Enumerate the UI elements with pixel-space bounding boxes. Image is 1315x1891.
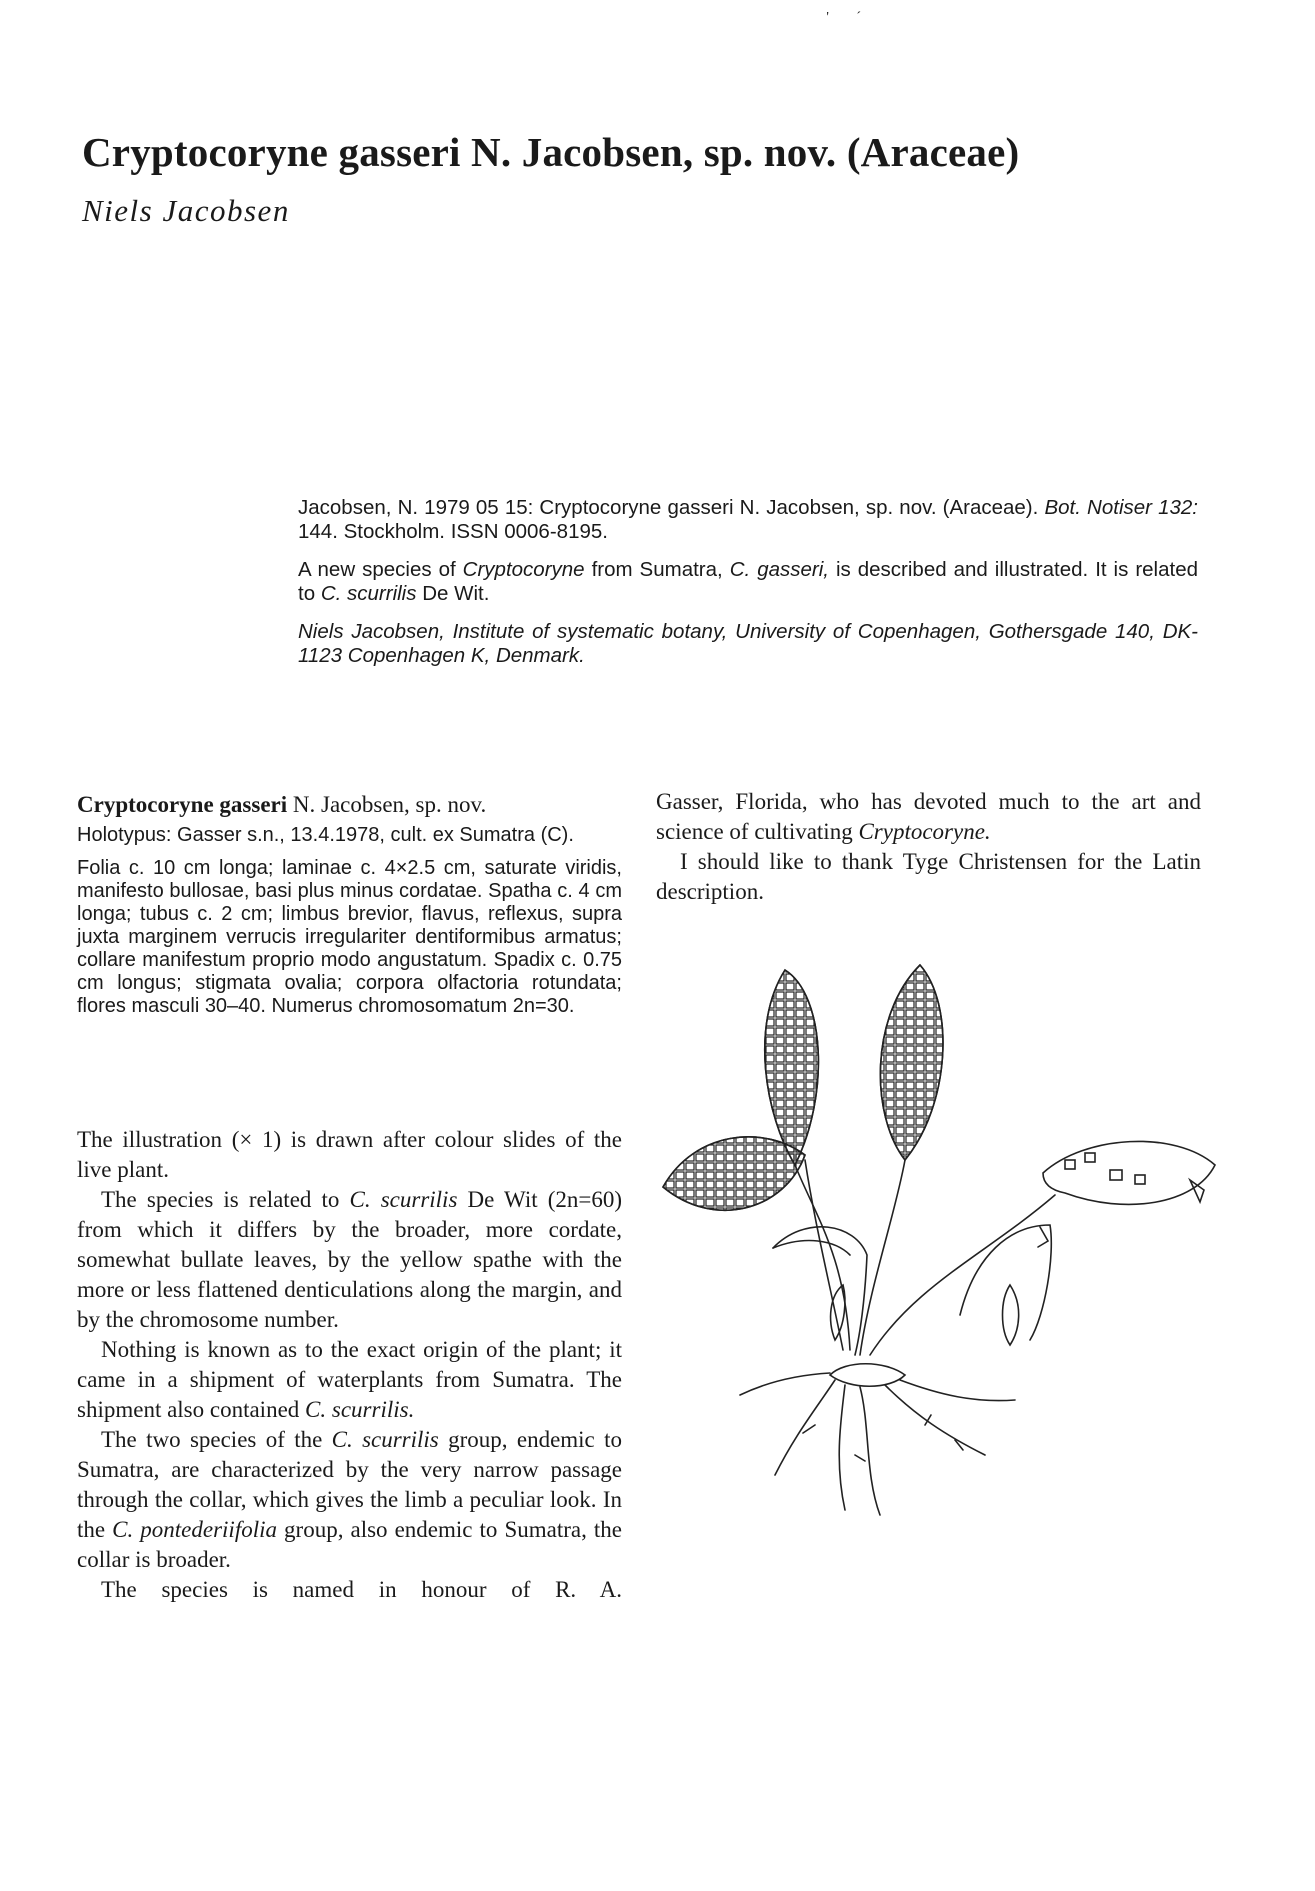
right-column-body — [656, 787, 1201, 907]
plant-illustration-icon — [655, 955, 1255, 1535]
abstract-address: Niels Jacobsen, Institute of systematic botany, University of Copenhagen, Gothersgade 140, DK-1123 Copenhagen K, Denmark. — [298, 620, 1198, 667]
leaf-2 — [880, 965, 943, 1160]
left-column-body — [77, 1125, 622, 1605]
body-paragraph-4: The two species of the C. scurrilis group, endemic to Sumatra, are characterized by the very narrow passage through the collar, which gives the limb a peculiar look. In the C. pontederiifolia group, also endemic to Sumatra, the collar is broader. — [77, 1427, 622, 1572]
latin-diagnosis — [77, 790, 622, 1028]
right-paragraph-1: Gasser, Florida, who has devoted much to the art and science of cultivating Cryptocoryne. — [656, 789, 1201, 844]
latin-heading: Cryptocoryne gasseri N. Jacobsen, sp. nov. — [77, 792, 487, 817]
article-author: Niels Jacobsen — [82, 193, 290, 228]
body-paragraph-5: The species is named in honour of R. A. — [101, 1577, 622, 1602]
abstract-block — [298, 496, 1198, 682]
right-paragraph-2: I should like to thank Tyge Christensen for the Latin description. — [656, 849, 1201, 904]
abstract-summary: A new species of Cryptocoryne from Sumatra, C. gasseri, is described and illustrated. It is related to C. scurrilis De Wit. — [298, 558, 1199, 605]
leaf-1 — [765, 970, 819, 1165]
leaf-4 — [1043, 1141, 1215, 1204]
body-paragraph-2: The species is related to C. scurrilis De Wit (2n=60) from which it differs by the broader, more cordate, somewhat bullate leaves, by the yellow spathe with the more or less flattened denticulations along the margin, and by the chromosome number. — [77, 1187, 622, 1332]
abstract-citation: Jacobsen, N. 1979 05 15: Cryptocoryne gasseri N. Jacobsen, sp. nov. (Araceae). Bot. Notiser 132: 144. Stockholm. ISSN 0006-8195. — [298, 496, 1198, 543]
latin-description: Folia c. 10 cm longa; laminae c. 4×2.5 cm, saturate viridis, manifesto bullosae, basi plus minus cordatae. Spatha c. 4 cm longa; tubus c. 2 cm; limbus brevior, flavus, reflexus, supra juxta marginem verrucis irregulariter dentiformibus armatus; collare manifestum proprio modo angustatum. Spadix c. 0.75 cm longus; stigmata ovalia; corpora olfactoria rotundata; flores masculi 30–40. Numerus chromosomatum 2n=30. — [77, 857, 622, 1017]
leaf-3 — [663, 1137, 805, 1210]
page-marks: ' ´ — [826, 10, 873, 25]
latin-holotypus: Holotypus: Gasser s.n., 13.4.1978, cult. ex Sumatra (C). — [77, 824, 574, 846]
body-paragraph-3: Nothing is known as to the exact origin of the plant; it came in a shipment of waterplants from Sumatra. The shipment also contained C. scurrilis. — [77, 1337, 622, 1422]
body-paragraph-1: The illustration (× 1) is drawn after colour slides of the live plant. — [77, 1127, 622, 1182]
article-title: Cryptocoryne gasseri N. Jacobsen, sp. nov. (Araceae) — [82, 129, 1020, 175]
